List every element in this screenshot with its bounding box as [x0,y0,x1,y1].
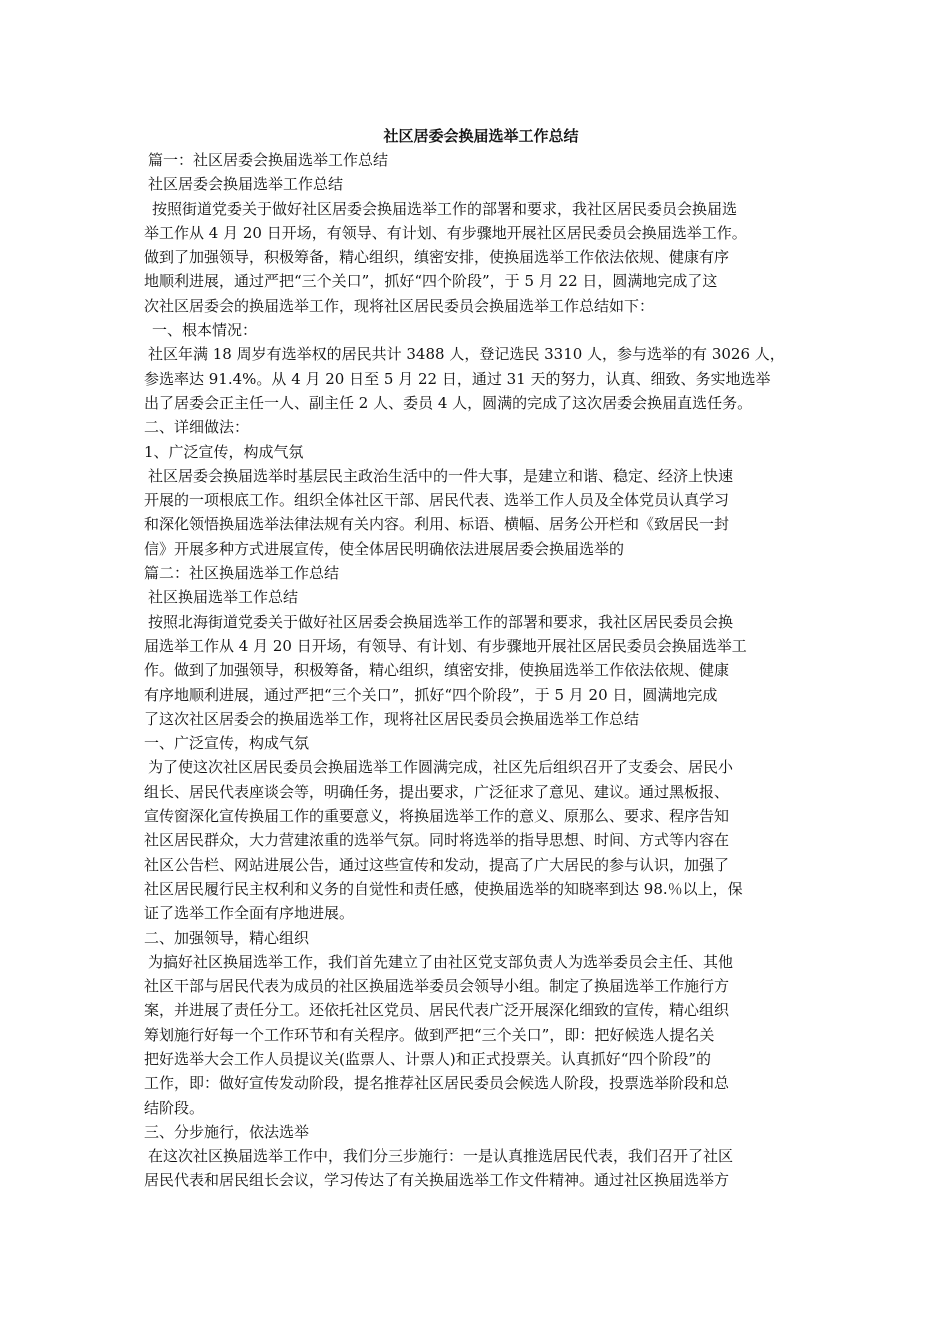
text-line: 做到了加强领导，积极筹备，精心组织，缜密安排，使换届选举工作依法依规、健康有序 [144,248,730,267]
text-line: 有序地顺利进展，通过严把“三个关口”，抓好“四个阶段”，于 5 月 20 日，圆满地完成 [144,685,718,704]
text-line: 次社区居委会的换届选举工作，现将社区居民委员会换届选举工作总结如下： [144,296,655,315]
text-line: 筹划施行好每一个工作环节和有关程序。做到严把“三个关口”，即：把好候选人提名关 [144,1025,715,1044]
text-line: 结阶段。 [144,1098,205,1117]
text-line: 在这次社区换届选举工作中，我们分三步施行：一是认真推选居民代表，我们召开了社区 [148,1147,734,1166]
text-line: 社区干部与居民代表为成员的社区换届选举委员会领导小组。制定了换届选举工作施行方 [144,977,730,996]
text-line: 开展的一项根底工作。组织全体社区干部、居民代表、选举工作人员及全体党员认真学习 [144,491,730,510]
text-line: 组长、居民代表座谈会等，明确任务，提出要求，广泛征求了意见、建议。通过黑板报、 [144,782,730,801]
text-line: 三、分步施行，依法选举 [144,1122,310,1141]
text-line: 证了选举工作全面有序地进展。 [144,904,355,923]
text-line: 为了使这次社区居民委员会换届选举工作圆满完成，社区先后组织召开了支委会、居民小 [148,758,734,777]
text-line: 和深化领悟换届选举法律法规有关内容。利用、标语、横幅、居务公开栏和《致居民一封 [144,515,730,534]
text-line: 届选举工作从 4 月 20 日开场，有领导、有计划、有步骤地开展社区居民委员会换届选举工 [144,636,747,655]
text-line: 按照北海街道党委关于做好社区居委会换届选举工作的部署和要求，我社区居民委员会换 [148,612,734,631]
text-line: 居民代表和居民组长会议，学习传达了有关换届选举工作文件精神。通过社区换届选举方 [144,1171,730,1190]
text-line: 按照街道党委关于做好社区居委会换届选举工作的部署和要求，我社区居民委员会换届选 [152,199,738,218]
text-line: 一、根本情况： [152,321,258,340]
text-line: 参选率达 91.4%。从 4 月 20 日至 5 月 22 日，通过 31 天的努力，认真、细致、务实地选举 [144,369,771,388]
text-line: 信》开展多种方式进展宣传，使全体居民明确依法进展居委会换届选举的 [144,539,625,558]
text-line: 篇二：社区换届选举工作总结 [144,564,340,583]
document-body [144,148,810,1193]
text-line: 举工作从 4 月 20 日开场，有领导、有计划、有步骤地开展社区居民委员会换届选举工作。 [144,223,747,242]
text-line: 社区居委会换届选举工作总结 [148,175,344,194]
text-line: 了这次社区居委会的换届选举工作，现将社区居民委员会换届选举工作总结 [144,709,640,728]
text-line: 一、广泛宣传，构成气氛 [144,734,310,753]
text-line: 出了居委会正主任一人、副主任 2 人、委员 4 人，圆满的完成了这次居委会换届直选任务。 [144,393,753,412]
text-line: 地顺利进展，通过严把“三个关口”，抓好“四个阶段”，于 5 月 22 日，圆满地完成了这 [144,272,718,291]
text-line: 二、加强领导，精心组织 [144,928,310,947]
text-line: 社区居民履行民主权利和义务的自觉性和责任感，使换届选举的知晓率到达 98.％以上，保 [144,879,743,898]
text-line: 案，并进展了责任分工。还依托社区党员、居民代表广泛开展深化细致的宣传，精心组织 [144,1001,730,1020]
text-line: 社区公告栏、网站进展公告，通过这些宣传和发动，提高了广大居民的参与认识，加强了 [144,855,730,874]
text-line: 社区年满 18 周岁有选举权的居民共计 3488 人，登记选民 3310 人，参与选举的有 3026 人， [148,345,785,364]
text-line: 把好选举大会工作人员提议关(监票人、计票人)和正式投票关。认真抓好“四个阶段”的 [144,1049,712,1068]
text-line: 工作，即：做好宣传发动阶段，提名推荐社区居民委员会候选人阶段，投票选举阶段和总 [144,1074,730,1093]
text-line: 作。做到了加强领导，积极筹备，精心组织，缜密安排，使换届选举工作依法依规、健康 [144,661,730,680]
text-line: 社区居委会换届选举时基层民主政治生活中的一件大事，是建立和谐、稳定、经济上快速 [148,466,734,485]
text-line: 社区换届选举工作总结 [148,588,299,607]
text-line: 宣传窗深化宣传换届工作的重要意义，将换届选举工作的意义、原那么、要求、程序告知 [144,807,730,826]
text-line: 为搞好社区换届选举工作，我们首先建立了由社区党支部负责人为选举委员会主任、其他 [148,952,734,971]
document-title: 社区居委会换届选举工作总结 [383,127,579,145]
text-line: 社区居民群众，大力营建浓重的选举气氛。同时将选举的指导思想、时间、方式等内容在 [144,831,730,850]
text-line: 1、广泛宣传，构成气氛 [144,442,304,461]
text-line: 二、详细做法： [144,418,250,437]
document-page [144,124,810,1193]
text-line: 篇一：社区居委会换届选举工作总结 [148,151,389,169]
